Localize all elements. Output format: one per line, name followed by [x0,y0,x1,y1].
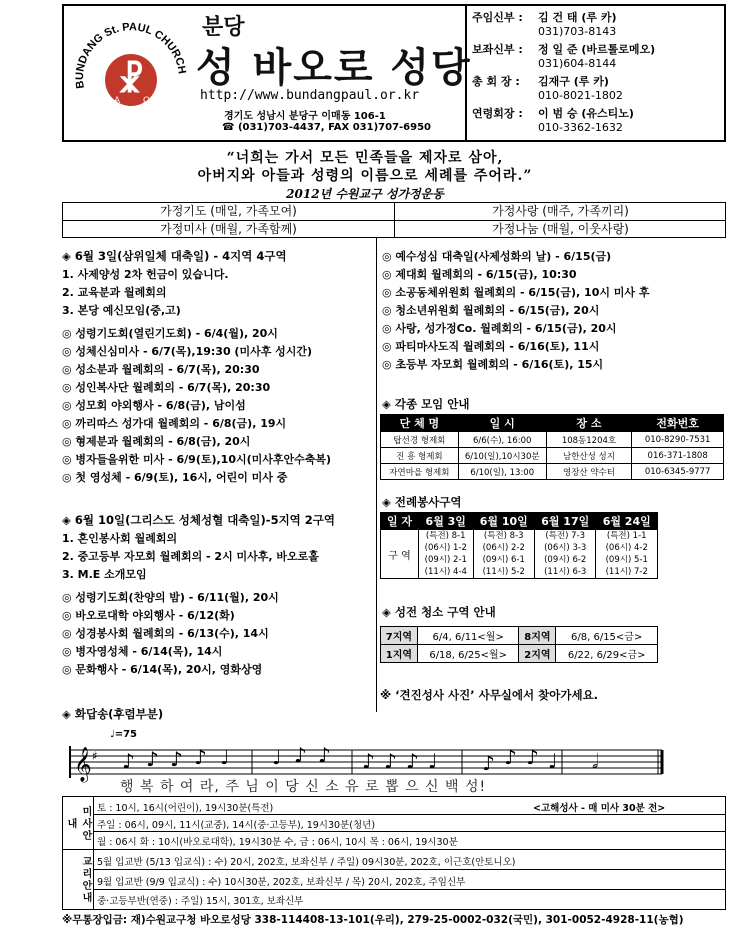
table-cell: 6/8, 6/15<금> [556,627,658,645]
prayer-item: 가정나눔 (매월, 이웃사랑) [492,222,629,236]
staff-president-phone: 010-8021-1802 [538,89,623,102]
svg-text:♩: ♩ [220,745,230,769]
mass-row: 주일 : 06시, 09시, 11시(교중), 14시(중·고등부), 19시30분(청년) [97,820,376,831]
event-item: ◎ 청소년위원회 월례회의 - 6/15(금), 20시 [382,304,600,317]
quote-line1: “너희는 가서 모든 민족들을 제자로 삼아, [226,150,504,166]
meetings-table [380,414,724,480]
table-cell: 탑선경 형제회 [381,432,459,448]
hymn-tempo: ♩=75 [110,729,138,740]
svg-text:☧: ☧ [117,61,145,101]
svg-text:♪: ♪ [194,745,207,769]
svg-text:♪: ♪ [504,745,517,769]
svg-text:Ω: Ω [143,96,150,106]
event-item: ◎ 성모회 야외행사 - 6/8(금), 남이섬 [62,399,246,412]
svg-text:♩: ♩ [428,749,438,773]
event-item: ◎ 성소분과 월례회의 - 6/7(목), 20:30 [62,363,260,376]
svg-text:𝄞: 𝄞 [74,747,92,782]
church-url[interactable]: http://www.bundangpaul.or.kr [200,88,420,103]
church-name: 성 바오로 성당 [196,45,472,91]
col-header: 장 소 [546,415,632,432]
table-header-row [381,415,724,432]
confession-note: <고해성사 - 매 미사 30분 전> [533,803,666,814]
donation-footer: ※무통장입금: 재)수원교구청 바오로성당 338-114408-13-101(우리), 279-25-0002-032(국민), 301-0052-4928-11(농협) [62,914,684,926]
table-cell: 6/18, 6/25<월> [417,645,519,663]
table-cell: 6/4, 6/11<월> [417,627,519,645]
table-cell: 7지역 [381,627,418,645]
meetings-title: ◈ 각종 모임 안내 [382,397,470,411]
col-header: 일 자 [381,513,419,530]
class-label: 교리안내 [80,856,91,904]
logo-text: BUNDANG St. PAUL CHURCH [73,21,188,90]
list-item: 3. 본당 예신모임(중,고) [62,304,181,317]
svg-text:♪: ♪ [384,749,397,773]
staff-president: 총 회 장 : 김재구 (루 카) [472,75,609,88]
event-item: ◎ 성인복사단 월례회의 - 6/7(목), 20:30 [62,381,271,394]
col-header: 6월 24일 [596,513,658,530]
quote-line2: 아버지와 아들과 성령의 이름으로 세례를 주어라.” [197,168,533,184]
event-item: ◎ 바오로대학 야외행사 - 6/12(화) [62,609,235,622]
campaign-title: 2012년 수원교구 성가정운동 [286,187,444,201]
event-item: ◎ 까리따스 성가대 월례회의 - 6/8(금), 19시 [62,417,287,430]
prayer-item: 가정기도 (매일, 가족모여) [160,204,297,218]
svg-text:♪: ♪ [146,747,159,771]
table-header-row [381,513,658,530]
table-cell: (특전) 7-3 (06시) 3-3 (09시) 6-2 (11시) 6-3 [534,530,595,579]
col-header: 전화번호 [632,415,724,432]
event-item: ◎ 병자들을위한 미사 - 6/9(토),10시(미사후안수축복) [62,453,332,466]
table-cell: 108동1204호 [546,432,632,448]
mass-label: 미사안내 [65,806,91,842]
svg-text:♪: ♪ [526,745,539,769]
svg-text:♪: ♪ [122,749,135,773]
svg-text:♪: ♪ [362,749,375,773]
svg-text:♪: ♪ [482,751,495,775]
table-cell: 8지역 [519,627,556,645]
mass-row: 월 : 06시 화 : 10시(바오로대학), 19시30분 수, 금 : 06시, 10시 목 : 06시, 19시30분 [97,837,458,848]
event-item: ◎ 성령기도회(열린기도회) - 6/4(월), 20시 [62,327,278,340]
list-item: 1. 혼인봉사회 월례회의 [62,532,178,545]
list-item: 3. M.E 소개모임 [62,568,147,581]
staff-funeral-phone: 010-3362-1632 [538,121,623,134]
mass-row: 토 : 10시, 16시(어린이), 19시30분(특전) [97,803,274,814]
staff-assistant-phone: 031)604-8144 [538,57,617,70]
list-item: 2. 중고등부 자모회 월례회의 - 2시 미사후, 바오로홀 [62,550,319,563]
table-cell: 자연마을 형제회 [381,464,459,480]
event-item: ◎ 소공동체위원회 월례회의 - 6/15(금), 10시 미사 후 [382,286,650,299]
col-header: 일 시 [458,415,546,432]
table-cell: 010-6345-9777 [632,464,724,480]
class-row: 5월 입교반 (5/13 입교식) : 수) 20시, 202호, 보좌신부 / 주일) 09시30분, 202호, 이근호(안토니오) [97,857,516,868]
table-row [381,464,724,480]
table-row [381,530,658,579]
svg-text:♩: ♩ [548,749,558,773]
church-address: 경기도 성남시 분당구 이매동 106-1 [224,111,386,122]
table-cell: 6/10(일), 13:00 [458,464,546,480]
church-tel: ☎ (031)703-4437, FAX 031)707-6950 [222,122,432,133]
svg-text:♪: ♪ [294,743,307,767]
event-item: ◎ 성경봉사회 월례회의 - 6/13(수), 14시 [62,627,269,640]
table-cell: 남한산성 성지 [546,448,632,464]
col-header: 6월 3일 [419,513,474,530]
table-cell: 016-371-1808 [632,448,724,464]
class-row: 중·고등부반(연중) : 주일) 15시, 301호, 보좌신부 [97,896,304,907]
table-cell: 2지역 [519,645,556,663]
svg-text:♪: ♪ [406,749,419,773]
table-cell: (특전) 8-3 (06시) 2-2 (09시) 6-1 (11시) 5-2 [473,530,534,579]
event-item: ◎ 성체신심미사 - 6/7(목),19:30 (미사후 성시간) [62,345,313,358]
event-item: ◎ 성령기도회(찬양의 밤) - 6/11(월), 20시 [62,591,279,604]
table-row [381,432,724,448]
class-row: 9월 입교반 (9/9 입교식) : 수) 10시30분, 202호, 보좌신부 / 목) 20시, 202호, 주임신부 [97,877,466,888]
col-header: 6월 10일 [473,513,534,530]
event-item: ◎ 병자영성체 - 6/14(목), 14시 [62,645,223,658]
hymn-title: ◈ 화답송(후렴부분) [62,707,164,721]
event-item: ◎ 제대회 월례회의 - 6/15(금), 10:30 [382,268,577,281]
event-item: ◎ 예수성심 대축일(사제성화의 날) - 6/15(금) [382,250,612,263]
table-row [381,645,658,663]
section2-title: ◈ 6월 10일(그리스도 성체성혈 대축일)-5지역 2구역 [62,513,336,527]
staff-pastor-phone: 031)703-8143 [538,25,617,38]
cleaning-table [380,626,658,663]
table-row [381,448,724,464]
table-row [381,627,658,645]
table-cell: 6/22, 6/29<금> [556,645,658,663]
table-cell: 1지역 [381,645,418,663]
cleaning-title: ◈ 성전 청소 구역 안내 [382,605,496,619]
photo-notice: ※ ‘견진성사 사진’ 사무실에서 찾아가세요. [380,688,599,702]
church-logo [66,8,196,138]
prayer-item: 가정사랑 (매주, 가족끼리) [492,204,629,218]
event-item: ◎ 초등부 자모회 월례회의 - 6/16(토), 15시 [382,358,604,371]
col-header: 6월 17일 [534,513,595,530]
svg-text:A: A [114,96,121,106]
svg-text:♯: ♯ [92,749,98,763]
staff-pastor: 주임신부 : 김 건 태 (루 카) [472,11,617,24]
section1-title: ◈ 6월 3일(삼위일체 대축일) - 4지역 4구역 [62,249,287,263]
event-item: ◎ 형제분과 월례회의 - 6/8(금), 20시 [62,435,251,448]
event-item: ◎ 문화행사 - 6/14(목), 20시, 영화상영 [62,663,263,676]
hymn-lyrics: 행 복 하 여 라, 주 님 이 당 신 소 유 로 뽑 으 신 백 성! [120,779,487,795]
list-item: 2. 교육분과 월례회의 [62,286,167,299]
event-item: ◎ 첫 영성체 - 6/9(토), 16시, 어린이 미사 중 [62,471,288,484]
staff-funeral: 연령회장 : 이 범 승 (유스티노) [472,107,634,120]
event-item: ◎ 파티마사도직 월례회의 - 6/16(토), 11시 [382,340,600,353]
altar-title: ◈ 전례봉사구역 [382,495,462,509]
row-label: 구 역 [381,530,419,579]
svg-text:♪: ♪ [318,743,331,767]
table-cell: 6/10(일),10시30분 [458,448,546,464]
table-cell: 6/6(수), 16:00 [458,432,546,448]
table-cell: 영장산 약수터 [546,464,632,480]
altar-table [380,512,658,579]
table-cell: 진 흥 형제회 [381,448,459,464]
column-divider [376,238,377,712]
table-cell: (특전) 1-1 (06시) 4-2 (09시) 5-1 (11시) 7-2 [596,530,658,579]
prayer-item: 가정미사 (매월, 가족함께) [160,222,297,236]
prayer-grid [62,202,726,238]
svg-text:𝅗𝅥: 𝅗𝅥 [592,749,599,773]
schedule-box [62,796,726,910]
list-item: 1. 사제양성 2차 헌금이 있습니다. [62,268,229,281]
staff-assistant: 보좌신부 : 정 일 준 (바르톨로메오) [472,43,656,56]
table-cell: (특전) 8-1 (06시) 1-2 (09시) 2-1 (11시) 4-4 [419,530,474,579]
church-name-small: 분당 [202,15,245,40]
col-header: 단 체 명 [381,415,459,432]
table-cell: 010-8290-7531 [632,432,724,448]
svg-text:♪: ♪ [170,747,183,771]
svg-text:♩: ♩ [272,745,282,769]
event-item: ◎ 사랑, 성가정Co. 월례회의 - 6/15(금), 20시 [382,322,617,335]
